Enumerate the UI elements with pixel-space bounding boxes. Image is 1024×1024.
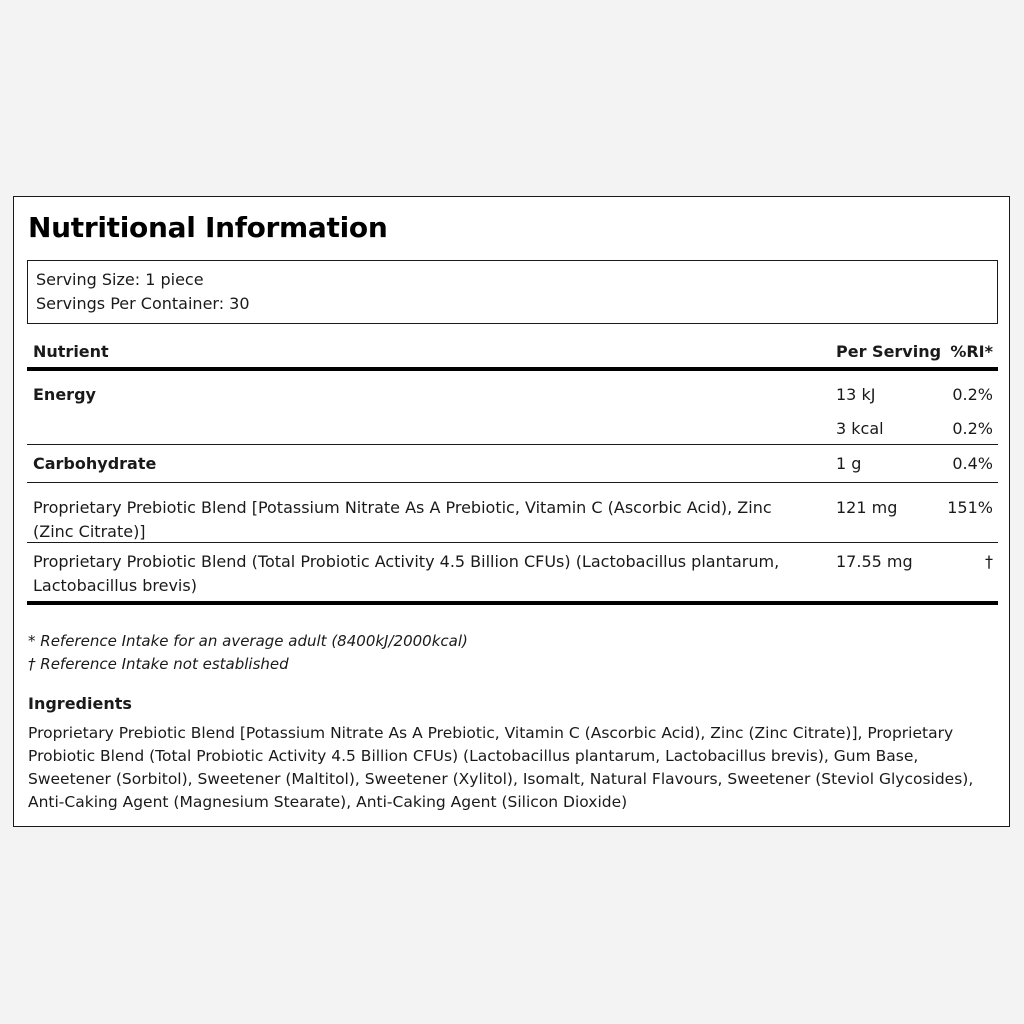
servings-per-container: Servings Per Container: 30 (36, 294, 250, 313)
energy-kcal-value: 3 kcal (836, 419, 884, 438)
nutrition-table (27, 333, 998, 605)
probiotic-value: 17.55 mg (836, 552, 913, 571)
energy-kcal-ri: 0.2% (952, 419, 993, 438)
nutrition-panel (13, 196, 1010, 827)
table-row-probiotic (27, 543, 998, 605)
energy-label: Energy (33, 385, 96, 404)
carbohydrate-label: Carbohydrate (33, 454, 157, 473)
table-row-energy-kj (27, 371, 998, 409)
table-row-carbohydrate (27, 445, 998, 483)
footnote-not-established: † Reference Intake not established (28, 655, 289, 673)
probiotic-label: Proprietary Probiotic Blend (Total Probiotic Activity 4.5 Billion CFUs) (Lactobacillus plantarum, Lactobacillus brevis) (33, 552, 780, 595)
carbohydrate-value: 1 g (836, 454, 862, 473)
table-row-prebiotic (27, 483, 998, 543)
probiotic-ri: † (985, 552, 993, 571)
ingredients-text: Proprietary Prebiotic Blend [Potassium Nitrate As A Prebiotic, Vitamin C (Ascorbic Acid), Zinc (Zinc Citrate)], Proprietary Probiotic Blend (Total Probiotic Activity 4.5 Billion CFUs) (Lactobacillus plantarum, Lactobacillus brevis), Gum Base, Sweetener (Sorbitol), Sweetener (Maltitol), Sweetener (Xylitol), Isomalt, Natural Flavours, Sweetener (Steviol Glycosides), Anti-Caking Agent (Magnesium Stearate), Anti-Caking Agent (Silicon Dioxide) (28, 724, 974, 811)
prebiotic-value: 121 mg (836, 498, 898, 517)
table-row-energy-kcal (27, 409, 998, 445)
panel-title: Nutritional Information (28, 211, 388, 244)
prebiotic-ri: 151% (947, 498, 993, 517)
header-per-serving: Per Serving (836, 342, 942, 361)
footnotes (28, 630, 468, 676)
energy-kj-ri: 0.2% (952, 385, 993, 404)
header-nutrient: Nutrient (33, 342, 109, 361)
serving-size: Serving Size: 1 piece (36, 270, 204, 289)
footnote-reference-intake: * Reference Intake for an average adult (8400kJ/2000kcal) (28, 632, 468, 650)
ingredients-heading: Ingredients (28, 694, 132, 713)
table-header-row (27, 333, 998, 371)
header-ri: %RI* (950, 342, 993, 361)
prebiotic-label: Proprietary Prebiotic Blend [Potassium Nitrate As A Prebiotic, Vitamin C (Ascorbic Acid), Zinc (Zinc Citrate)] (33, 498, 772, 541)
carbohydrate-ri: 0.4% (952, 454, 993, 473)
serving-info-box (27, 260, 998, 324)
energy-kj-value: 13 kJ (836, 385, 876, 404)
